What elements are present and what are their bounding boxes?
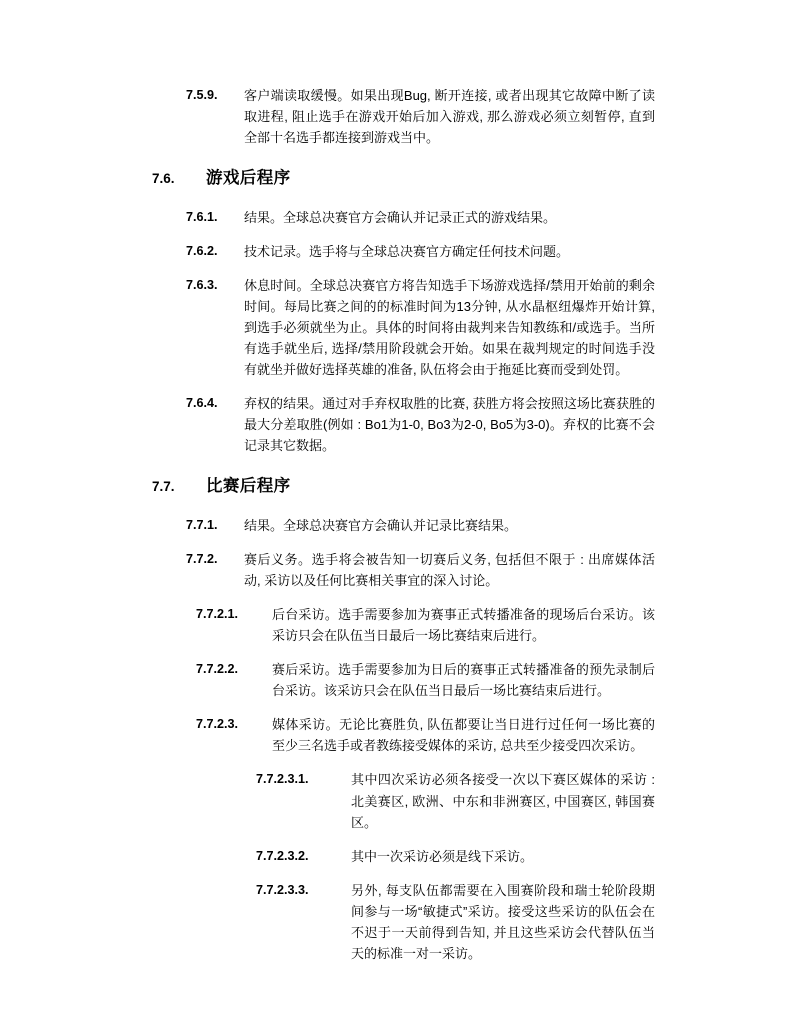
clause-text: 休息时间。全球总决赛官方将告知选手下场游戏选择/禁用开始前的剩余时间。每局比赛之间的的标准时间为13分钟, 从水晶枢纽爆炸开始计算, 到选手必须就坐为止。具体的时间将由裁判来告知教练和/或选手。当所有选手就坐后, 选择/禁用阶段就会开始。如果在裁判规定的时间选手没有就坐并做好选择英雄的准备, 队伍将会由于拖延比赛而受到处罚。 [244,277,655,378]
clause-7-6-4 [0,393,800,456]
clause-text: 其中四次采访必须各接受一次以下赛区媒体的采访 : 北美赛区, 欧洲、中东和非洲赛区, 中国赛区, 韩国赛区。 [351,772,655,830]
clause-number: 7.6.3. [186,277,218,292]
clause-7-5-9 [0,85,800,148]
clause-7-7-2-1 [0,604,800,646]
clause-text: 结果。全球总决赛官方会确认并记录正式的游戏结果。 [244,209,557,225]
clause-7-7-2 [0,549,800,591]
clause-number: 7.7.2.3.2. [256,848,309,863]
clause-text: 弃权的结果。通过对手弃权取胜的比赛, 获胜方将会按照这场比赛获胜的最大分差取胜(例如 : Bo1为1-0, Bo3为2-0, Bo5为3-0)。弃权的比赛不会记录其它数据。 [244,396,655,454]
clause-number: 7.7.2.1. [196,607,239,622]
clause-text: 客户端读取缓慢。如果出现Bug, 断开连接, 或者出现其它故障中断了读取进程, 阻止选手在游戏开始后加入游戏, 那么游戏必须立刻暂停, 直到全部十名选手都连接到游戏当中。 [244,88,655,146]
clause-text: 另外, 每支队伍都需要在入围赛阶段和瑞士轮阶段期间参与一场“敏捷式”采访。接受这些采访的队伍会在不迟于一天前得到告知, 并且这些采访会代替队伍当天的标准一对一采访。 [351,882,655,961]
clause-7-7-2-3-1 [0,769,800,832]
clause-text: 赛后义务。选手将会被告知一切赛后义务, 包括但不限于 : 出席媒体活动, 采访以及任何比赛相关事宜的深入讨论。 [244,552,655,589]
heading-7-6 [0,165,800,192]
heading-number: 7.6. [152,171,175,187]
clause-text: 技术记录。选手将与全球总决赛官方确定任何技术问题。 [244,243,570,259]
clause-7-7-2-2 [0,659,800,701]
clause-text: 后台采访。选手需要参加为赛事正式转播准备的现场后台采访。该采访只会在队伍当日最后一场比赛结束后进行。 [272,607,655,644]
clause-text: 媒体采访。无论比赛胜负, 队伍都要让当日进行过任何一场比赛的至少三名选手或者教练接受媒体的采访, 总共至少接受四次采访。 [272,717,655,754]
clause-number: 7.5.9. [186,88,218,102]
clause-number: 7.7.2.3.1. [256,772,309,787]
clause-text: 赛后采访。选手需要参加为日后的赛事正式转播准备的预先录制后台采访。该采访只会在队伍当日最后一场比赛结束后进行。 [272,662,655,699]
clause-7-7-2-3 [0,714,800,756]
clause-7-7-1 [0,515,800,536]
heading-number: 7.7. [152,479,175,495]
clause-number: 7.7.2.3.3. [256,882,309,897]
clause-number: 7.7.2.3. [196,717,239,732]
clause-7-6-3 [0,275,800,380]
clause-number: 7.7.2. [186,552,218,567]
clause-7-7-2-3-3 [0,880,800,964]
clause-number: 7.7.2.2. [196,662,239,677]
clause-number: 7.6.4. [186,396,218,411]
clause-7-6-2 [0,241,800,262]
clause-7-6-1 [0,207,800,228]
clause-number: 7.7.1. [186,518,218,533]
clause-text: 其中一次采访必须是线下采访。 [351,848,534,864]
clause-number: 7.6.2. [186,243,218,258]
heading-7-7 [0,473,800,500]
clause-7-7-2-3-2 [0,846,800,867]
clause-text: 结果。全球总决赛官方会确认并记录比赛结果。 [244,518,518,534]
clause-number: 7.6.1. [186,209,218,224]
heading-text: 游戏后程序 [206,169,291,188]
heading-text: 比赛后程序 [206,477,291,496]
